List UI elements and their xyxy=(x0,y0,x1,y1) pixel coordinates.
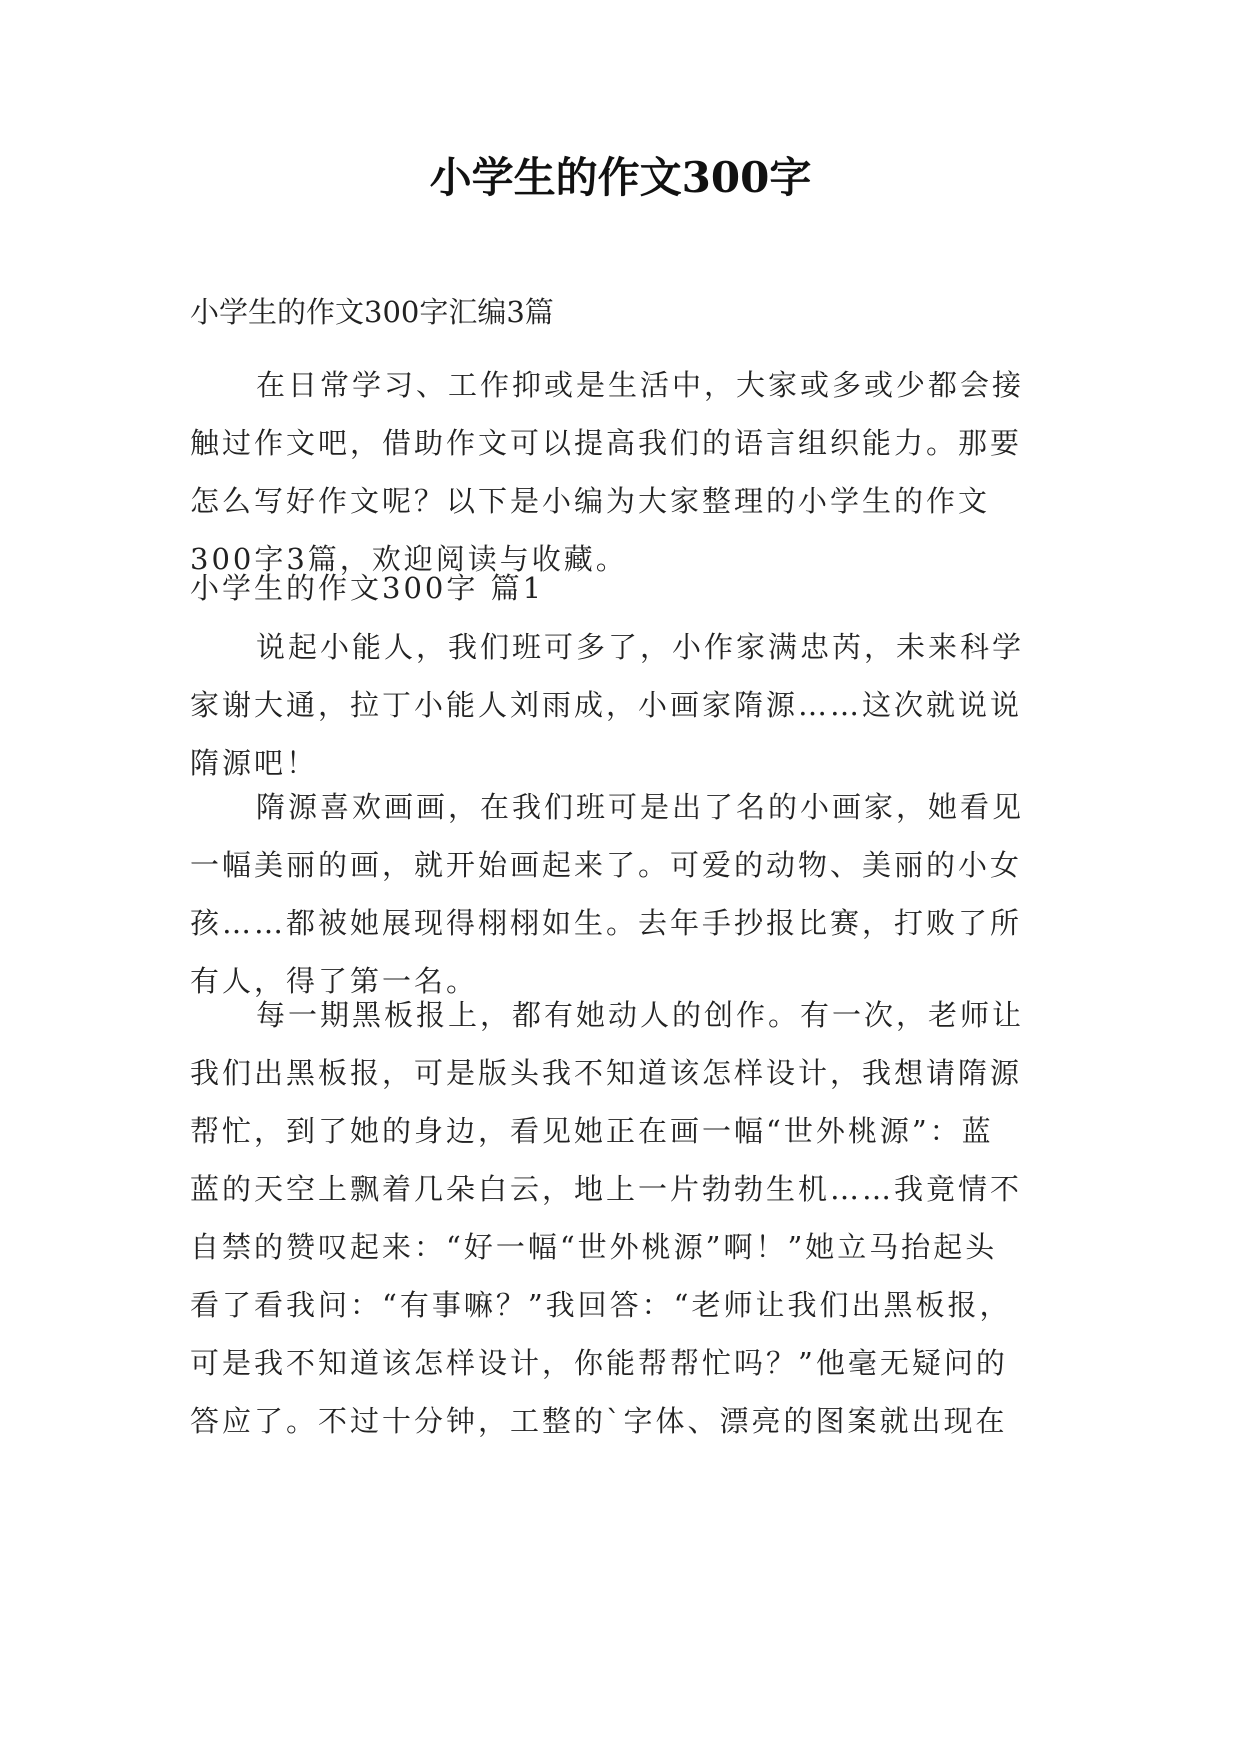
paragraph-line: 有人，得了第一名。 xyxy=(190,964,479,998)
paragraph-line: 说起小能人，我们班可多了，小作家满忠芮，未来科学 xyxy=(256,630,1025,664)
intro-line: 300字3篇，欢迎阅读与收藏。 xyxy=(190,542,628,576)
essay-paragraph-3 xyxy=(190,986,1056,1450)
section-heading: 小学生的作文300字 篇1 xyxy=(190,571,545,605)
paragraph-line: 一幅美丽的画，就开始画起来了。可爱的动物、美丽的小女 xyxy=(190,848,1023,882)
paragraph-line: 孩……都被她展现得栩栩如生。去年手抄报比赛，打败了所 xyxy=(190,906,1023,940)
essay-paragraph-2 xyxy=(190,778,1056,1010)
paragraph-line: 蓝的天空上飘着几朵白云，地上一片勃勃生机……我竟情不 xyxy=(190,1172,1023,1206)
intro-line: 触过作文吧，借助作文可以提高我们的语言组织能力。那要 xyxy=(190,426,1023,460)
page-title: 小学生的作文300字 xyxy=(429,153,812,202)
document-subtitle: 小学生的作文300字汇编3篇 xyxy=(190,295,554,329)
paragraph-line: 自禁的赞叹起来：“好一幅“世外桃源”啊！”她立马抬起头 xyxy=(190,1230,998,1264)
intro-line: 在日常学习、工作抑或是生活中，大家或多或少都会接 xyxy=(256,368,1025,402)
paragraph-line: 答应了。不过十分钟，工整的`字体、漂亮的图案就出现在 xyxy=(190,1404,1008,1438)
paragraph-line: 每一期黑板报上，都有她动人的创作。有一次，老师让 xyxy=(256,998,1025,1032)
paragraph-line: 帮忙，到了她的身边，看见她正在画一幅“世外桃源”：蓝 xyxy=(190,1114,994,1148)
paragraph-line: 我们出黑板报，可是版头我不知道该怎样设计，我想请隋源 xyxy=(190,1056,1023,1090)
paragraph-line: 家谢大通，拉丁小能人刘雨成，小画家隋源……这次就说说 xyxy=(190,688,1023,722)
intro-line: 怎么写好作文呢？以下是小编为大家整理的小学生的作文 xyxy=(190,484,991,518)
paragraph-line: 隋源喜欢画画，在我们班可是出了名的小画家，她看见 xyxy=(256,790,1025,824)
intro-paragraph xyxy=(190,356,1056,588)
paragraph-line: 隋源吧！ xyxy=(190,746,319,780)
essay-paragraph-1 xyxy=(190,618,1056,792)
section-heading-block xyxy=(190,568,1056,608)
paragraph-line: 可是我不知道该怎样设计，你能帮帮忙吗？”他毫无疑问的 xyxy=(190,1346,1008,1380)
paragraph-line: 看了看我问：“有事嘛？”我回答：“老师让我们出黑板报， xyxy=(190,1288,1012,1322)
